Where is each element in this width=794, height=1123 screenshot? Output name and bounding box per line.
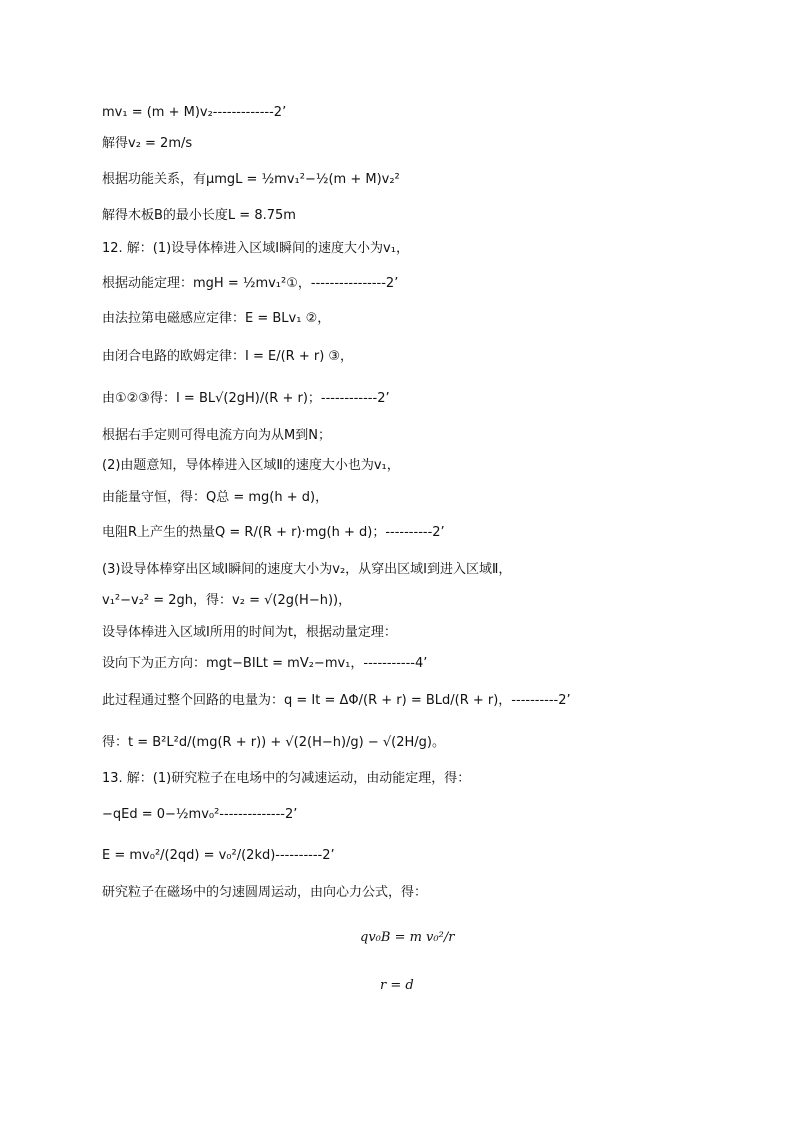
- radius-result: r = d: [380, 978, 414, 993]
- time-result: 得：t = B²L²d/(mg(R + r)) + √(2(H−h)/g) − √(2H/g)。: [102, 735, 446, 750]
- momentum-theorem: 设向下为正方向：mgt−BILt = mV₂−mv₁，-----------4’: [102, 656, 428, 671]
- kinematics-v2: v₁²−v₂² = 2gh，得：v₂ = √(2g(H−h))，: [102, 593, 352, 608]
- electric-field-energy: −qEd = 0−½mv₀²--------------2’: [102, 807, 298, 822]
- electric-field-result: E = mv₀²/(2qd) = v₀²/(2kd)----------2’: [102, 848, 335, 863]
- centripetal-equation: qv₀B = m v₀²/r: [360, 930, 455, 945]
- part-2-heading: (2)由题意知，导体棒进入区域Ⅱ的速度大小也为v₁，: [102, 458, 400, 473]
- kinetic-energy-theorem: 根据动能定理：mgH = ½mv₁²①，----------------2’: [102, 276, 399, 291]
- time-setup: 设导体棒进入区域Ⅰ所用的时间为t，根据动量定理：: [102, 625, 397, 640]
- faraday-law: 由法拉第电磁感应定律：E = BLv₁ ②，: [102, 311, 331, 326]
- ohm-law: 由闭合电路的欧姆定律：I = E/(R + r) ③，: [102, 349, 354, 364]
- problem-12-heading: 12. 解：(1)设导体棒进入区域Ⅰ瞬间的速度大小为v₁，: [102, 241, 409, 256]
- work-energy-relation: 根据功能关系，有μmgL = ½mv₁²−½(m + M)v₂²: [102, 172, 400, 187]
- board-min-length: 解得木板B的最小长度L = 8.75m: [102, 208, 296, 223]
- resistor-heat: 电阻R上产生的热量Q = R/(R + r)·mg(h + d)；----------2’: [102, 525, 445, 540]
- charge-expression: 此过程通过整个回路的电量为：q = It = ΔΦ/(R + r) = BLd/(R + r)，----------2’: [102, 693, 571, 708]
- energy-conservation: 由能量守恒，得：Q总 = mg(h + d)，: [102, 490, 329, 505]
- current-result: 由①②③得：I = BL√(2gH)/(R + r)；------------2’: [102, 391, 390, 406]
- right-hand-rule: 根据右手定则可得电流方向为从M到N；: [102, 428, 331, 443]
- solution-v2: 解得v₂ = 2m/s: [102, 136, 193, 151]
- part-3-heading: (3)设导体棒穿出区域Ⅰ瞬间的速度大小为v₂，从穿出区域Ⅰ到进入区域Ⅱ，: [102, 562, 512, 577]
- equation-momentum: mv₁ = (m + M)v₂-------------2’: [102, 105, 287, 120]
- problem-13-heading: 13. 解：(1)研究粒子在电场中的匀减速运动，由动能定理，得：: [102, 771, 471, 786]
- circular-motion-intro: 研究粒子在磁场中的匀速圆周运动，由向心力公式，得：: [102, 885, 428, 900]
